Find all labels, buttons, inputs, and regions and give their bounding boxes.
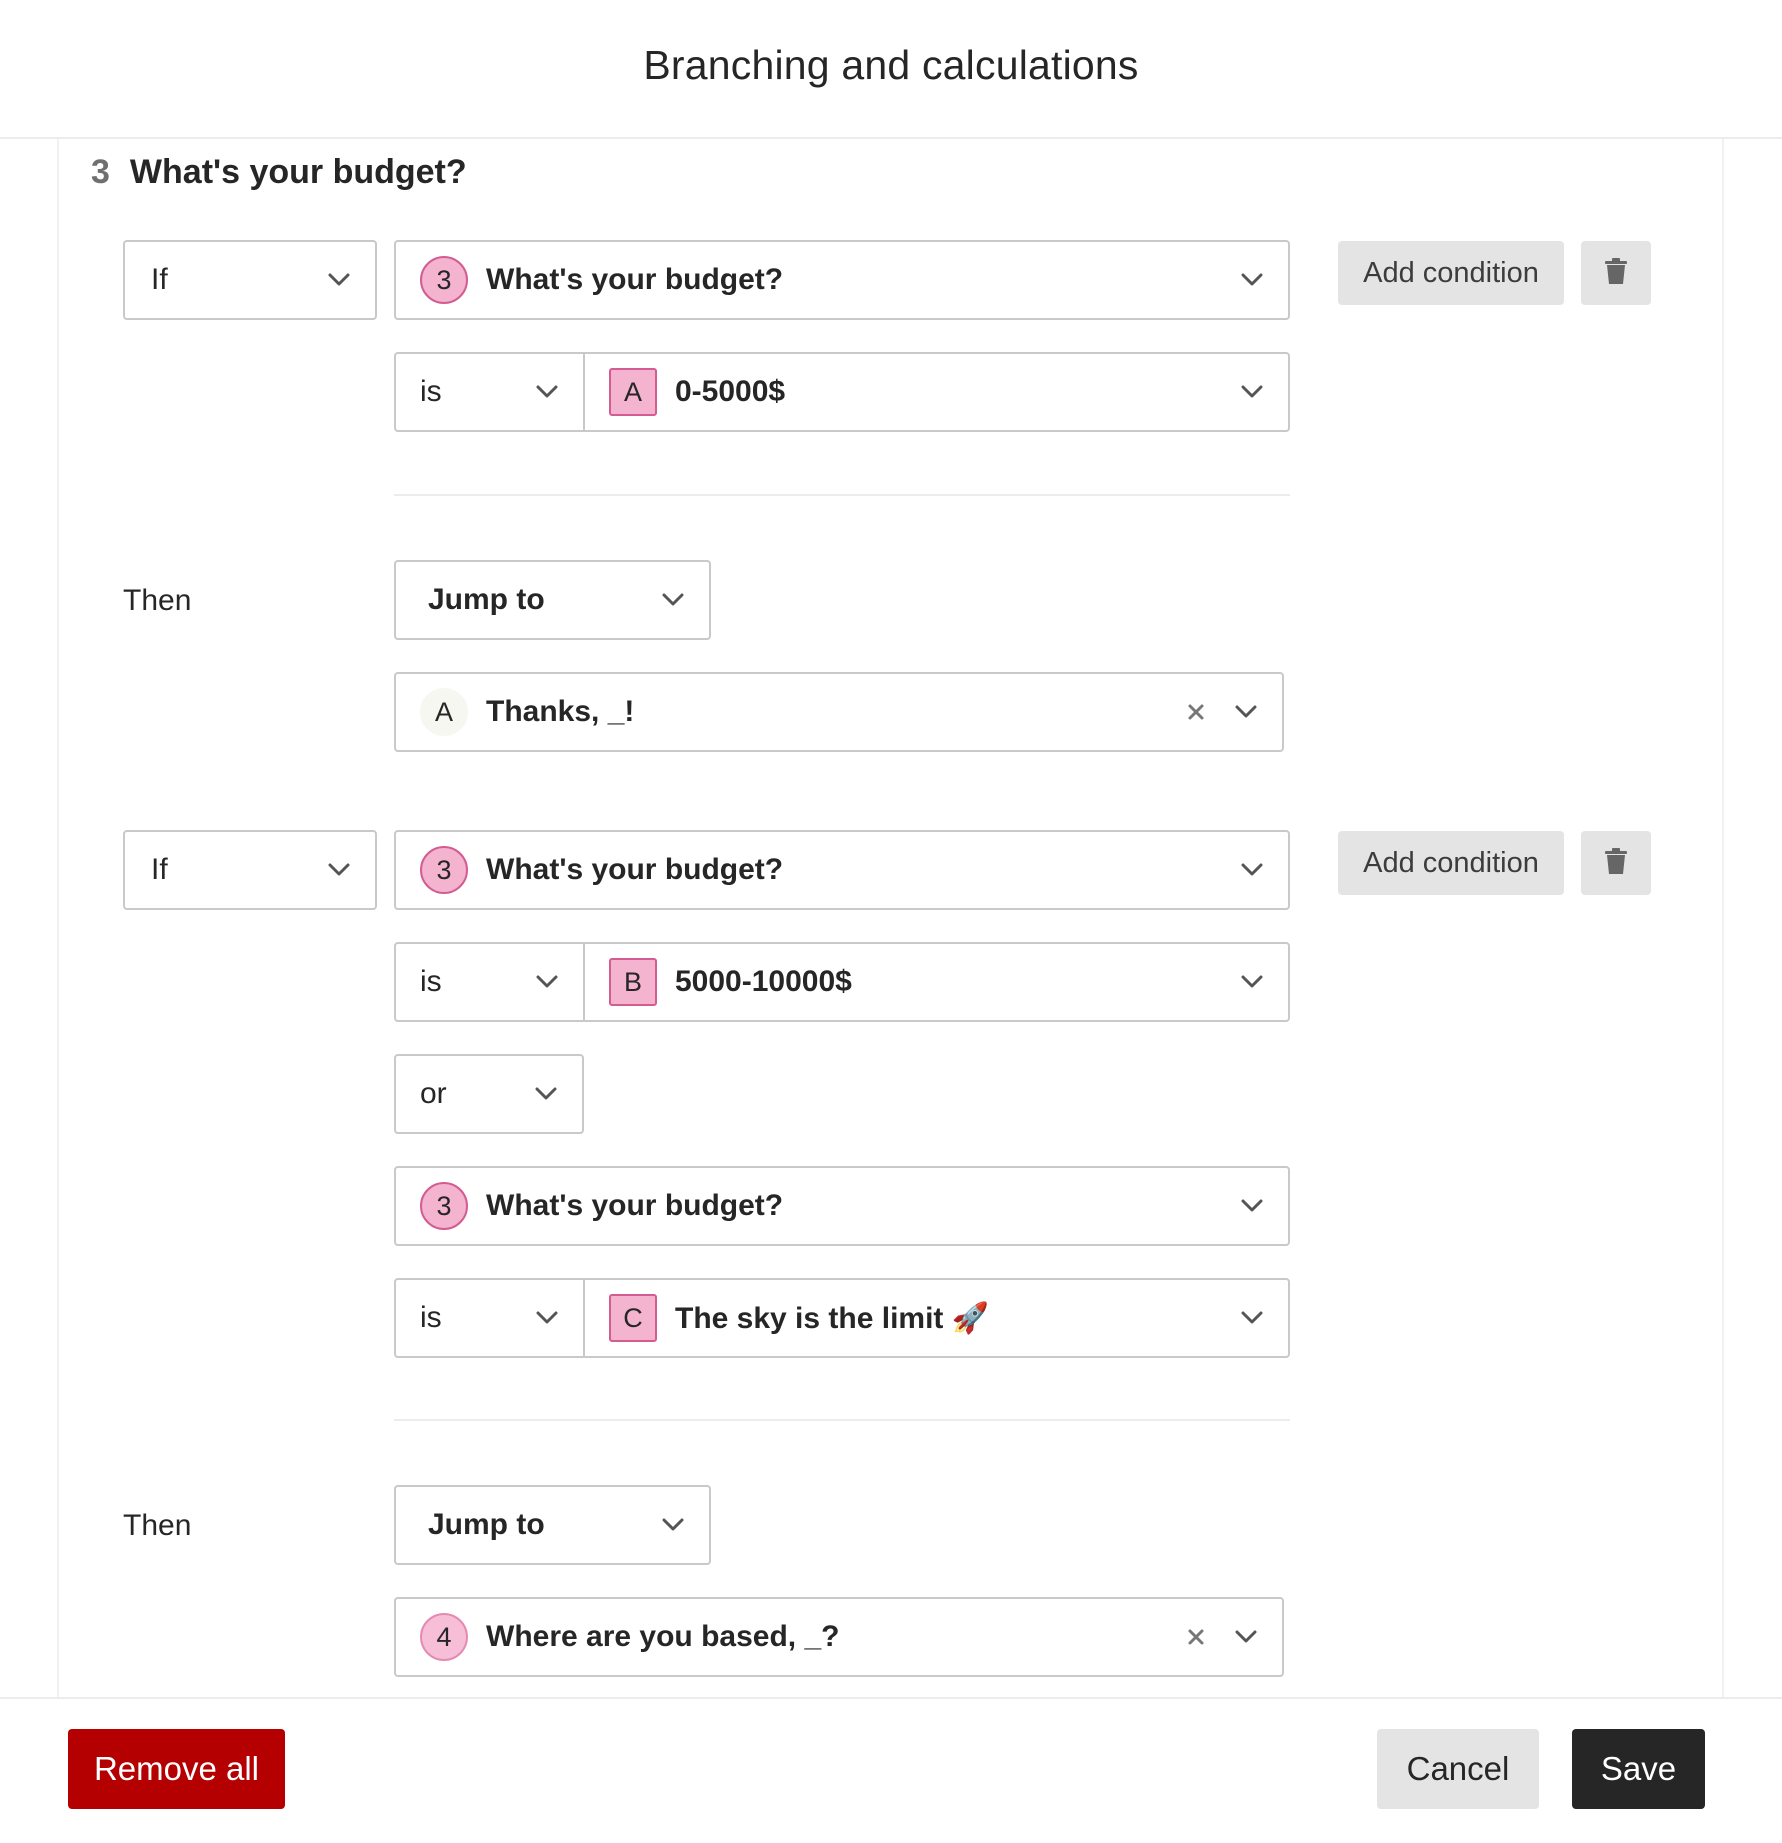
answer-select[interactable] (585, 1280, 1288, 1356)
question-number-badge: 3 (420, 256, 468, 304)
chevron-down-icon (1232, 1623, 1260, 1651)
rule-1-condition-row (394, 352, 1290, 432)
target-badge: A (420, 688, 468, 736)
rule-2-join-select[interactable] (394, 1054, 584, 1134)
operator-label: is (420, 965, 442, 998)
operator-select[interactable] (396, 1280, 585, 1356)
action-label: Jump to (428, 583, 545, 616)
cancel-button[interactable]: Cancel (1377, 1729, 1539, 1809)
chevron-down-icon (1238, 1304, 1266, 1332)
if-label: If (151, 263, 168, 296)
rule-2-divider (394, 1419, 1290, 1421)
answer-select[interactable] (585, 944, 1288, 1020)
rule-2-action-select[interactable] (394, 1485, 711, 1565)
chevron-down-icon (325, 266, 353, 294)
rule-2-then-label: Then (123, 1509, 192, 1542)
rule-2-condition-row-1 (394, 942, 1290, 1022)
rule-1-action-select[interactable] (394, 560, 711, 640)
question-number: 3 (91, 152, 110, 191)
answer-value: 0-5000$ (675, 375, 786, 408)
question-select-label: What's your budget? (486, 1189, 784, 1222)
dialog-title: Branching and calculations (643, 42, 1139, 88)
if-label: If (151, 853, 168, 886)
rule-2-if-select[interactable] (123, 830, 377, 910)
target-badge: 4 (420, 1613, 468, 1661)
chevron-down-icon (659, 586, 687, 614)
action-label: Jump to (428, 1508, 545, 1541)
chevron-down-icon (1238, 266, 1266, 294)
rule-2-target-select[interactable] (394, 1597, 1284, 1677)
chevron-down-icon (325, 856, 353, 884)
operator-label: is (420, 1301, 442, 1334)
question-number-badge: 3 (420, 846, 468, 894)
chevron-down-icon (659, 1511, 687, 1539)
rule-2-question-select-2[interactable] (394, 1166, 1290, 1246)
answer-value: 5000-10000$ (675, 965, 852, 998)
rule-1-if-select[interactable] (123, 240, 377, 320)
operator-label: is (420, 375, 442, 408)
chevron-down-icon (533, 1304, 561, 1332)
operator-select[interactable] (396, 354, 585, 430)
chevron-down-icon (1238, 378, 1266, 406)
remove-all-button[interactable]: Remove all (68, 1729, 285, 1809)
answer-choice-badge: B (609, 958, 657, 1006)
question-number-badge: 3 (420, 1182, 468, 1230)
chevron-down-icon (1238, 856, 1266, 884)
close-icon[interactable] (1182, 698, 1210, 726)
trash-icon (1604, 257, 1628, 290)
rule-1-target-select[interactable] (394, 672, 1284, 752)
trash-icon (1604, 847, 1628, 880)
chevron-down-icon (533, 378, 561, 406)
rule-2-condition-row-2 (394, 1278, 1290, 1358)
target-label: Thanks, _! (486, 695, 635, 728)
answer-select[interactable] (585, 354, 1288, 430)
chevron-down-icon (1238, 968, 1266, 996)
save-button[interactable]: Save (1572, 1729, 1705, 1809)
question-select-label: What's your budget? (486, 263, 784, 296)
chevron-down-icon (532, 1080, 560, 1108)
operator-select[interactable] (396, 944, 585, 1020)
delete-rule-button[interactable] (1581, 241, 1651, 305)
chevron-down-icon (533, 968, 561, 996)
chevron-down-icon (1238, 1192, 1266, 1220)
join-label: or (420, 1077, 447, 1110)
add-condition-button[interactable]: Add condition (1338, 831, 1564, 895)
delete-rule-button[interactable] (1581, 831, 1651, 895)
dialog-header (0, 0, 1782, 139)
answer-value: The sky is the limit 🚀 (675, 1301, 990, 1335)
question-select-label: What's your budget? (486, 853, 784, 886)
question-title: What's your budget? (129, 152, 467, 191)
question-heading (91, 148, 467, 196)
dialog-footer (0, 1697, 1782, 1843)
rule-2-question-select[interactable] (394, 830, 1290, 910)
add-condition-button[interactable]: Add condition (1338, 241, 1564, 305)
answer-choice-badge: A (609, 368, 657, 416)
rule-1-then-label: Then (123, 584, 192, 617)
rule-1-question-select[interactable] (394, 240, 1290, 320)
target-label: Where are you based, _? (486, 1620, 840, 1653)
rule-1-divider (394, 494, 1290, 496)
close-icon[interactable] (1182, 1623, 1210, 1651)
chevron-down-icon (1232, 698, 1260, 726)
answer-choice-badge: C (609, 1294, 657, 1342)
